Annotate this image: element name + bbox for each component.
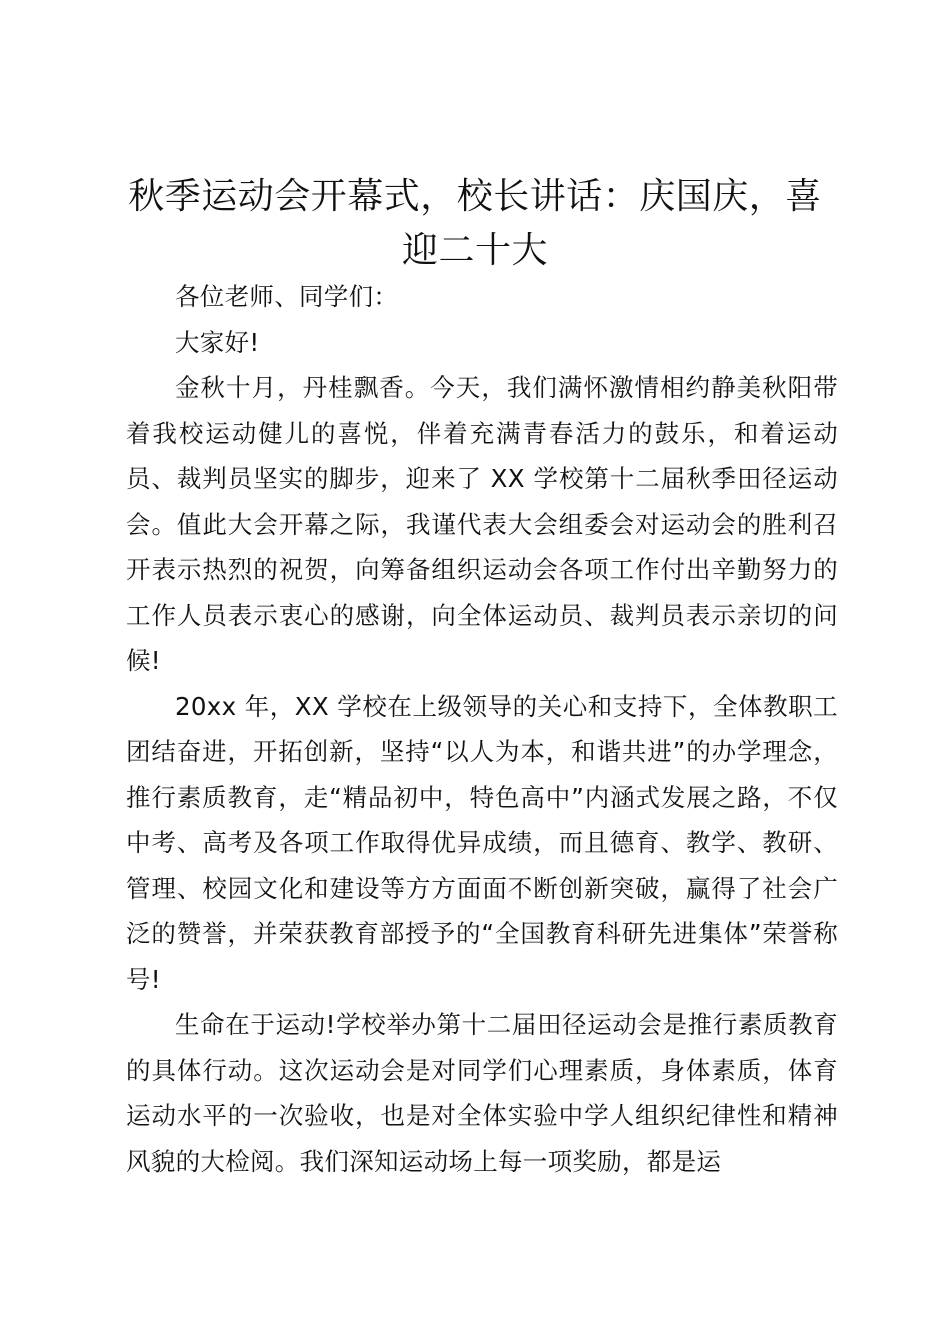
body-paragraph: 20xx 年，XX 学校在上级领导的关心和支持下，全体教职工团结奋进，开拓创新，坚持“以人为本，和谐共进”的办学理念，推行素质教育，走“精品初中，特色高中”内涵式发展之路，不仅中考、高考及各项工作取得优异成绩，而且德育、教学、教研、管理、校园文化和建设等方方面面不断创新突破，赢得了社会广泛的赞誉，并荣获教育部授予的“全国教育科研先进集体”荣誉称号! — [126, 691, 838, 994]
salutation-paragraph: 各位老师、同学们： — [175, 282, 399, 311]
body-paragraph: 金秋十月，丹桂飘香。今天，我们满怀激情相约静美秋阳带着我校运动健儿的喜悦，伴着充满青春活力的鼓乐，和着运动员、裁判员坚实的脚步，迎来了 XX 学校第十二届秋季田径运动会。值此大会开幕之际，我谨代表大会组委会对运动会的胜利召开表示热烈的祝贺，向筹备组织运动会各项工作付出辛勤努力的工作人员表示衷心的感谢，向全体运动员、裁判员表示亲切的问候! — [126, 373, 838, 675]
body-paragraph: 生命在于运动!学校举办第十二届田径运动会是推行素质教育的具体行动。这次运动会是对同学们心理素质，身体素质，体育运动水平的一次验收，也是对全体实验中学人组织纪律性和精神风貌的大检阅。我们深知运动场上每一项奖励，都是运 — [126, 1010, 838, 1176]
greeting-paragraph: 大家好! — [175, 327, 260, 357]
document-body — [126, 274, 838, 1184]
document-title: 秋季运动会开幕式，校长讲话：庆国庆，喜迎二十大 — [128, 176, 822, 271]
